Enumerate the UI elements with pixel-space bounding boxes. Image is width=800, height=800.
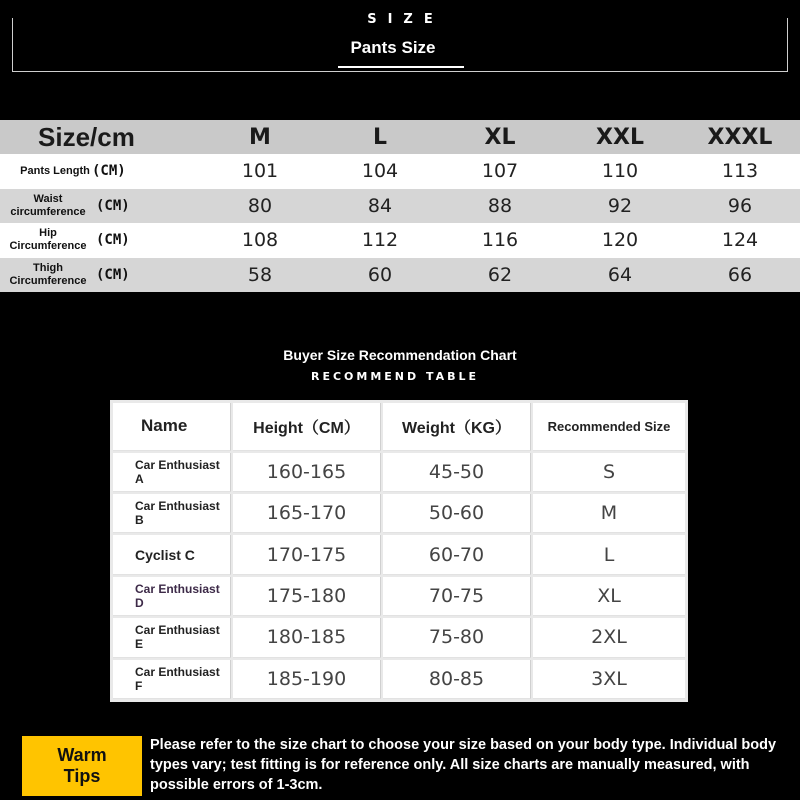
size-chart-corner-label: Size/cm xyxy=(38,121,135,152)
table-cell: 104 xyxy=(361,160,399,183)
recommendation-header-row xyxy=(112,402,686,452)
table-row xyxy=(112,659,686,700)
table-cell: M xyxy=(533,494,685,533)
table-cell: 66 xyxy=(727,263,753,286)
measurement-unit: (CM) xyxy=(92,163,126,180)
size-chart-row-waist xyxy=(0,189,800,224)
table-cell: 96 xyxy=(727,194,753,217)
table-cell: 116 xyxy=(481,229,519,252)
size-column-header: XXXL xyxy=(707,124,773,150)
table-cell: 75-80 xyxy=(383,618,531,657)
measurement-unit: (CM) xyxy=(96,232,130,249)
table-cell: 2XL xyxy=(533,618,685,657)
table-cell: 170-175 xyxy=(233,535,381,574)
size-column-header: XL xyxy=(484,124,516,150)
measurement-name: Waist circumference xyxy=(10,192,86,218)
table-cell xyxy=(113,660,231,699)
table-row xyxy=(112,576,686,617)
table-cell: 120 xyxy=(601,229,639,252)
table-cell xyxy=(113,577,231,616)
table-cell: 107 xyxy=(481,160,519,183)
table-cell: 110 xyxy=(601,160,639,183)
table-cell: 3XL xyxy=(533,660,685,699)
page-title: Pants Size xyxy=(350,38,436,57)
header xyxy=(0,0,800,100)
size-column-header: L xyxy=(372,124,388,150)
person-name: Car Enthusiast F xyxy=(135,664,220,693)
table-cell: 60-70 xyxy=(383,535,531,574)
column-header-height: Height（CM） xyxy=(233,403,381,451)
table-cell: 62 xyxy=(487,263,513,286)
person-name: Car Enthusiast E xyxy=(135,623,220,652)
table-cell: 80 xyxy=(247,194,273,217)
warm-tips-badge xyxy=(22,736,142,796)
warm-tips-text: Please refer to the size chart to choose your size based on your body type. Individual body types vary; test fitting is for reference only. All size charts are manually measured, with possible errors of 1-3cm. xyxy=(150,737,777,793)
measurement-label xyxy=(0,227,200,253)
table-cell xyxy=(113,535,231,574)
measurement-label xyxy=(0,262,200,288)
header-eyebrow: SIZE xyxy=(367,12,444,27)
table-cell: 108 xyxy=(241,229,279,252)
table-cell: 70-75 xyxy=(383,577,531,616)
table-cell: 88 xyxy=(487,194,513,217)
table-cell: 64 xyxy=(607,263,633,286)
measurement-label xyxy=(0,193,200,219)
recommendation-table xyxy=(110,400,688,702)
table-cell: 165-170 xyxy=(233,494,381,533)
size-column-header: XXL xyxy=(596,124,644,150)
table-cell: 84 xyxy=(367,194,393,217)
table-cell: 101 xyxy=(241,160,279,183)
table-row xyxy=(112,452,686,493)
size-chart-header-row xyxy=(0,120,800,154)
table-cell xyxy=(113,453,231,492)
table-cell xyxy=(113,494,231,533)
person-name: Car Enthusiast A xyxy=(135,457,220,486)
table-cell: 124 xyxy=(721,229,759,252)
table-cell: 175-180 xyxy=(233,577,381,616)
size-chart-table xyxy=(0,120,800,292)
table-cell: S xyxy=(533,453,685,492)
table-cell: XL xyxy=(533,577,685,616)
column-header-recommended-size: Recommended Size xyxy=(533,403,685,451)
table-cell: 112 xyxy=(361,229,399,252)
column-header-name: Name xyxy=(113,403,231,451)
person-name: Car Enthusiast D xyxy=(135,582,220,611)
table-cell: 60 xyxy=(367,263,393,286)
measurement-name: Thigh Circumference xyxy=(9,261,87,287)
table-cell xyxy=(113,618,231,657)
recommendation-title: Buyer Size Recommendation Chart xyxy=(283,347,517,363)
table-cell: 58 xyxy=(247,263,273,286)
recommendation-subtitle: RECOMMEND TABLE xyxy=(310,370,480,383)
table-cell: 185-190 xyxy=(233,660,381,699)
size-chart-row-hip xyxy=(0,223,800,258)
table-cell: 113 xyxy=(721,160,759,183)
warm-tips-label: Warm Tips xyxy=(57,745,107,786)
size-column-header: M xyxy=(249,124,271,150)
measurement-unit: (CM) xyxy=(96,266,130,283)
table-cell: L xyxy=(533,535,685,574)
measurement-unit: (CM) xyxy=(96,197,130,214)
table-cell: 80-85 xyxy=(383,660,531,699)
table-cell: 160-165 xyxy=(233,453,381,492)
column-header-weight: Weight（KG） xyxy=(383,403,531,451)
size-chart-row-pants-length xyxy=(0,154,800,189)
measurement-name: Hip Circumference xyxy=(9,227,87,253)
table-cell: 45-50 xyxy=(383,453,531,492)
table-cell: 180-185 xyxy=(233,618,381,657)
title-underline xyxy=(338,66,464,68)
table-row xyxy=(112,534,686,575)
table-cell: 92 xyxy=(607,194,633,217)
person-name: Car Enthusiast B xyxy=(135,499,220,528)
table-row xyxy=(112,493,686,534)
measurement-name: Pants Length xyxy=(20,164,90,177)
table-row xyxy=(112,617,686,658)
size-chart-row-thigh xyxy=(0,258,800,293)
measurement-label xyxy=(0,163,200,179)
table-cell: 50-60 xyxy=(383,494,531,533)
person-name: Cyclist C xyxy=(135,546,195,563)
